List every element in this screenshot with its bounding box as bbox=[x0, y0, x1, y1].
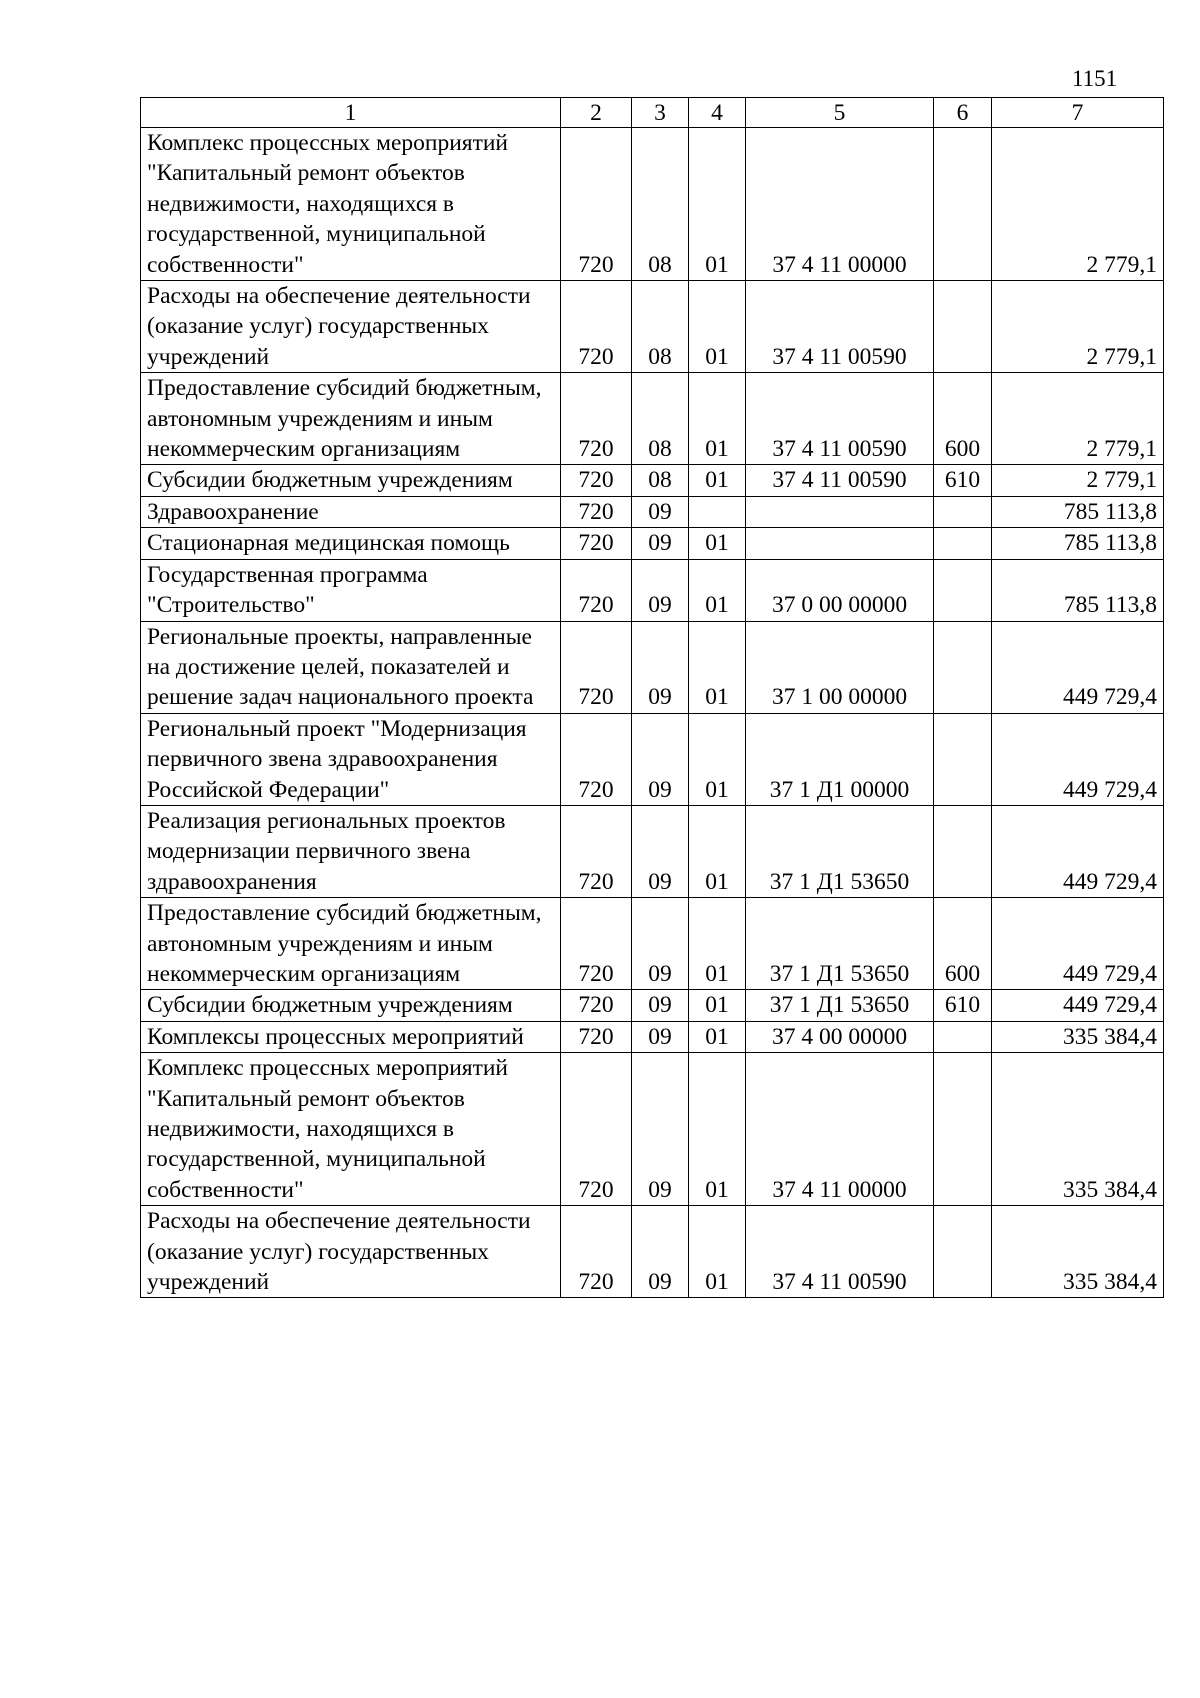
row-target-code: 37 0 00 00000 bbox=[746, 559, 934, 621]
row-amount: 335 384,4 bbox=[992, 1206, 1164, 1298]
table-row bbox=[141, 128, 1164, 281]
row-ministry-code: 720 bbox=[561, 990, 632, 1021]
row-subsection-code: 01 bbox=[689, 1053, 746, 1206]
row-name: Расходы на обеспечение деятельности (оказание услуг) государственных учреждений bbox=[141, 281, 561, 373]
row-target-code: 37 1 00 00000 bbox=[746, 621, 934, 713]
row-name: Комплекс процессных мероприятий "Капитальный ремонт объектов недвижимости, находящихся в государственной, муниципальной собственности" bbox=[141, 128, 561, 281]
row-section-code: 09 bbox=[632, 559, 689, 621]
table-header-row bbox=[141, 98, 1164, 128]
table-row bbox=[141, 465, 1164, 496]
table-row bbox=[141, 281, 1164, 373]
row-expense-type bbox=[934, 281, 992, 373]
row-name: Предоставление субсидий бюджетным, автономным учреждениям и иным некоммерческим организациям bbox=[141, 898, 561, 990]
row-expense-type bbox=[934, 559, 992, 621]
row-expense-type: 610 bbox=[934, 465, 992, 496]
row-subsection-code: 01 bbox=[689, 559, 746, 621]
table-row bbox=[141, 373, 1164, 465]
row-section-code: 09 bbox=[632, 528, 689, 559]
row-name: Региональный проект "Модернизация первичного звена здравоохранения Российской Федерации" bbox=[141, 713, 561, 805]
row-section-code: 09 bbox=[632, 1206, 689, 1298]
row-subsection-code bbox=[689, 496, 746, 527]
row-name: Государственная программа "Строительство" bbox=[141, 559, 561, 621]
row-amount: 335 384,4 bbox=[992, 1053, 1164, 1206]
row-ministry-code: 720 bbox=[561, 128, 632, 281]
row-target-code: 37 1 Д1 53650 bbox=[746, 898, 934, 990]
row-subsection-code: 01 bbox=[689, 990, 746, 1021]
row-target-code: 37 4 11 00590 bbox=[746, 373, 934, 465]
budget-table bbox=[140, 97, 1164, 1298]
row-amount: 449 729,4 bbox=[992, 713, 1164, 805]
row-amount: 449 729,4 bbox=[992, 805, 1164, 897]
row-section-code: 09 bbox=[632, 990, 689, 1021]
row-section-code: 09 bbox=[632, 1053, 689, 1206]
row-section-code: 08 bbox=[632, 281, 689, 373]
table-row bbox=[141, 621, 1164, 713]
row-target-code bbox=[746, 496, 934, 527]
row-subsection-code: 01 bbox=[689, 1206, 746, 1298]
row-name: Реализация региональных проектов модернизации первичного звена здравоохранения bbox=[141, 805, 561, 897]
table-row bbox=[141, 1206, 1164, 1298]
row-ministry-code: 720 bbox=[561, 1206, 632, 1298]
row-expense-type bbox=[934, 621, 992, 713]
row-expense-type bbox=[934, 496, 992, 527]
row-name: Субсидии бюджетным учреждениям bbox=[141, 990, 561, 1021]
row-section-code: 08 bbox=[632, 128, 689, 281]
row-ministry-code: 720 bbox=[561, 496, 632, 527]
row-target-code: 37 4 11 00590 bbox=[746, 281, 934, 373]
row-name: Комплексы процессных мероприятий bbox=[141, 1021, 561, 1052]
table-row bbox=[141, 805, 1164, 897]
row-subsection-code: 01 bbox=[689, 621, 746, 713]
row-expense-type bbox=[934, 528, 992, 559]
table-row bbox=[141, 496, 1164, 527]
row-subsection-code: 01 bbox=[689, 713, 746, 805]
row-name: Стационарная медицинская помощь bbox=[141, 528, 561, 559]
row-ministry-code: 720 bbox=[561, 528, 632, 559]
row-expense-type: 610 bbox=[934, 990, 992, 1021]
row-subsection-code: 01 bbox=[689, 1021, 746, 1052]
header-col-5: 5 bbox=[746, 98, 934, 128]
row-target-code: 37 1 Д1 53650 bbox=[746, 805, 934, 897]
row-ministry-code: 720 bbox=[561, 1053, 632, 1206]
row-amount: 449 729,4 bbox=[992, 898, 1164, 990]
row-amount: 335 384,4 bbox=[992, 1021, 1164, 1052]
row-subsection-code: 01 bbox=[689, 281, 746, 373]
row-expense-type bbox=[934, 713, 992, 805]
header-col-6: 6 bbox=[934, 98, 992, 128]
row-amount: 449 729,4 bbox=[992, 990, 1164, 1021]
header-col-7: 7 bbox=[992, 98, 1164, 128]
row-amount: 2 779,1 bbox=[992, 281, 1164, 373]
row-expense-type bbox=[934, 1206, 992, 1298]
row-ministry-code: 720 bbox=[561, 465, 632, 496]
row-expense-type: 600 bbox=[934, 898, 992, 990]
row-subsection-code: 01 bbox=[689, 465, 746, 496]
row-expense-type: 600 bbox=[934, 373, 992, 465]
table-row bbox=[141, 528, 1164, 559]
row-ministry-code: 720 bbox=[561, 898, 632, 990]
row-subsection-code: 01 bbox=[689, 373, 746, 465]
row-expense-type bbox=[934, 1021, 992, 1052]
row-section-code: 09 bbox=[632, 496, 689, 527]
row-target-code: 37 4 11 00590 bbox=[746, 465, 934, 496]
row-name: Предоставление субсидий бюджетным, автономным учреждениям и иным некоммерческим организациям bbox=[141, 373, 561, 465]
row-target-code: 37 4 11 00590 bbox=[746, 1206, 934, 1298]
row-amount: 2 779,1 bbox=[992, 373, 1164, 465]
row-section-code: 09 bbox=[632, 621, 689, 713]
row-ministry-code: 720 bbox=[561, 1021, 632, 1052]
row-ministry-code: 720 bbox=[561, 559, 632, 621]
row-name: Расходы на обеспечение деятельности (оказание услуг) государственных учреждений bbox=[141, 1206, 561, 1298]
row-expense-type bbox=[934, 128, 992, 281]
row-section-code: 09 bbox=[632, 1021, 689, 1052]
table-row bbox=[141, 1053, 1164, 1206]
row-expense-type bbox=[934, 1053, 992, 1206]
row-amount: 2 779,1 bbox=[992, 128, 1164, 281]
row-name: Здравоохранение bbox=[141, 496, 561, 527]
row-section-code: 09 bbox=[632, 713, 689, 805]
table-row bbox=[141, 990, 1164, 1021]
row-target-code: 37 4 11 00000 bbox=[746, 128, 934, 281]
row-target-code: 37 1 Д1 53650 bbox=[746, 990, 934, 1021]
table-row bbox=[141, 713, 1164, 805]
row-section-code: 08 bbox=[632, 373, 689, 465]
row-ministry-code: 720 bbox=[561, 621, 632, 713]
row-section-code: 09 bbox=[632, 898, 689, 990]
row-target-code bbox=[746, 528, 934, 559]
row-amount: 785 113,8 bbox=[992, 559, 1164, 621]
row-section-code: 09 bbox=[632, 805, 689, 897]
row-subsection-code: 01 bbox=[689, 128, 746, 281]
row-name: Региональные проекты, направленные на достижение целей, показателей и решение задач национального проекта bbox=[141, 621, 561, 713]
row-amount: 2 779,1 bbox=[992, 465, 1164, 496]
header-col-3: 3 bbox=[632, 98, 689, 128]
row-ministry-code: 720 bbox=[561, 373, 632, 465]
row-target-code: 37 1 Д1 00000 bbox=[746, 713, 934, 805]
row-subsection-code: 01 bbox=[689, 898, 746, 990]
row-target-code: 37 4 00 00000 bbox=[746, 1021, 934, 1052]
row-expense-type bbox=[934, 805, 992, 897]
header-col-4: 4 bbox=[689, 98, 746, 128]
row-section-code: 08 bbox=[632, 465, 689, 496]
header-col-2: 2 bbox=[561, 98, 632, 128]
row-ministry-code: 720 bbox=[561, 805, 632, 897]
row-ministry-code: 720 bbox=[561, 713, 632, 805]
table-row bbox=[141, 559, 1164, 621]
row-amount: 785 113,8 bbox=[992, 496, 1164, 527]
row-target-code: 37 4 11 00000 bbox=[746, 1053, 934, 1206]
table-row bbox=[141, 1021, 1164, 1052]
row-amount: 449 729,4 bbox=[992, 621, 1164, 713]
table-row bbox=[141, 898, 1164, 990]
row-subsection-code: 01 bbox=[689, 528, 746, 559]
row-amount: 785 113,8 bbox=[992, 528, 1164, 559]
row-subsection-code: 01 bbox=[689, 805, 746, 897]
row-name: Комплекс процессных мероприятий "Капитальный ремонт объектов недвижимости, находящихся в государственной, муниципальной собственности" bbox=[141, 1053, 561, 1206]
row-ministry-code: 720 bbox=[561, 281, 632, 373]
row-name: Субсидии бюджетным учреждениям bbox=[141, 465, 561, 496]
header-col-1: 1 bbox=[141, 98, 561, 128]
page-number: 1151 bbox=[1072, 66, 1118, 91]
